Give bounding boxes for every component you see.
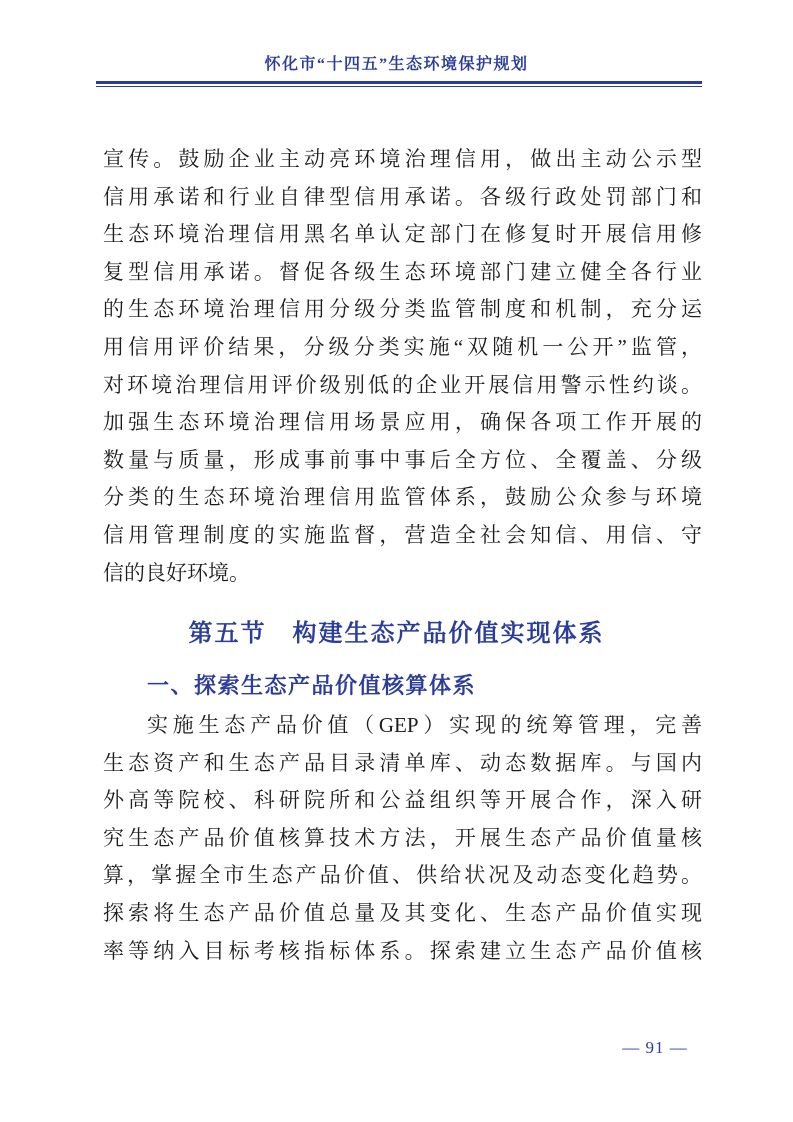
body-line: 生态资产和生态产品目录清单库、动态数据库。与国内 xyxy=(103,750,702,775)
body-line: 信用承诺和行业自律型信用承诺。各级行政处罚部门和 xyxy=(103,184,702,209)
body-line: 分类的生态环境治理信用监管体系，鼓励公众参与环境 xyxy=(103,485,702,510)
header-rule xyxy=(96,81,702,87)
body-line: 宣传。鼓励企业主动亮环境治理信用，做出主动公示型 xyxy=(103,147,702,171)
body-line: 外高等院校、科研院所和公益组织等开展合作，深入研 xyxy=(103,788,702,813)
body-line: 信的良好环境。 xyxy=(103,560,250,585)
header-title: 怀化市“十四五”生态环境保护规划 xyxy=(264,56,529,73)
body-line: 对环境治理信用评价级别低的企业开展信用警示性约谈。 xyxy=(103,372,702,397)
body-line: 的生态环境治理信用分级分类监管制度和机制，充分运 xyxy=(103,297,702,322)
body-line: 用信用评价结果，分级分类实施“双随机一公开”监管， xyxy=(103,334,702,359)
body-line: 探索将生态产品价值总量及其变化、生态产品价值实现 xyxy=(103,900,702,925)
paragraph-gep-accounting xyxy=(103,707,702,970)
body-line: 加强生态环境治理信用场景应用，确保各项工作开展的 xyxy=(103,410,702,435)
body-line: 复型信用承诺。督促各级生态环境部门建立健全各行业 xyxy=(103,259,702,284)
body-line: 生态环境治理信用黑名单认定部门在修复时开展信用修 xyxy=(103,222,702,247)
section-heading: 第五节 构建生态产品价值实现体系 xyxy=(188,621,605,647)
body-line: 算，掌握全市生态产品价值、供给状况及动态变化趋势。 xyxy=(103,863,702,888)
page-number: — 91 — xyxy=(622,1038,688,1057)
body-line: 实施生态产品价值（GEP）实现的统筹管理，完善 xyxy=(147,713,702,737)
header-rule-thin-line xyxy=(96,86,702,87)
subsection-heading: 一、探索生态产品价值核算体系 xyxy=(147,673,477,698)
body-line: 率等纳入目标考核指标体系。探索建立生态产品价值核 xyxy=(103,938,702,963)
body-line: 信用管理制度的实施监督，营造全社会知信、用信、守 xyxy=(103,522,702,547)
body-line: 究生态产品价值核算技术方法，开展生态产品价值量核 xyxy=(103,825,702,850)
body-line: 数量与质量，形成事前事中事后全方位、全覆盖、分级 xyxy=(103,447,702,472)
paragraph-credit-system xyxy=(103,141,702,592)
